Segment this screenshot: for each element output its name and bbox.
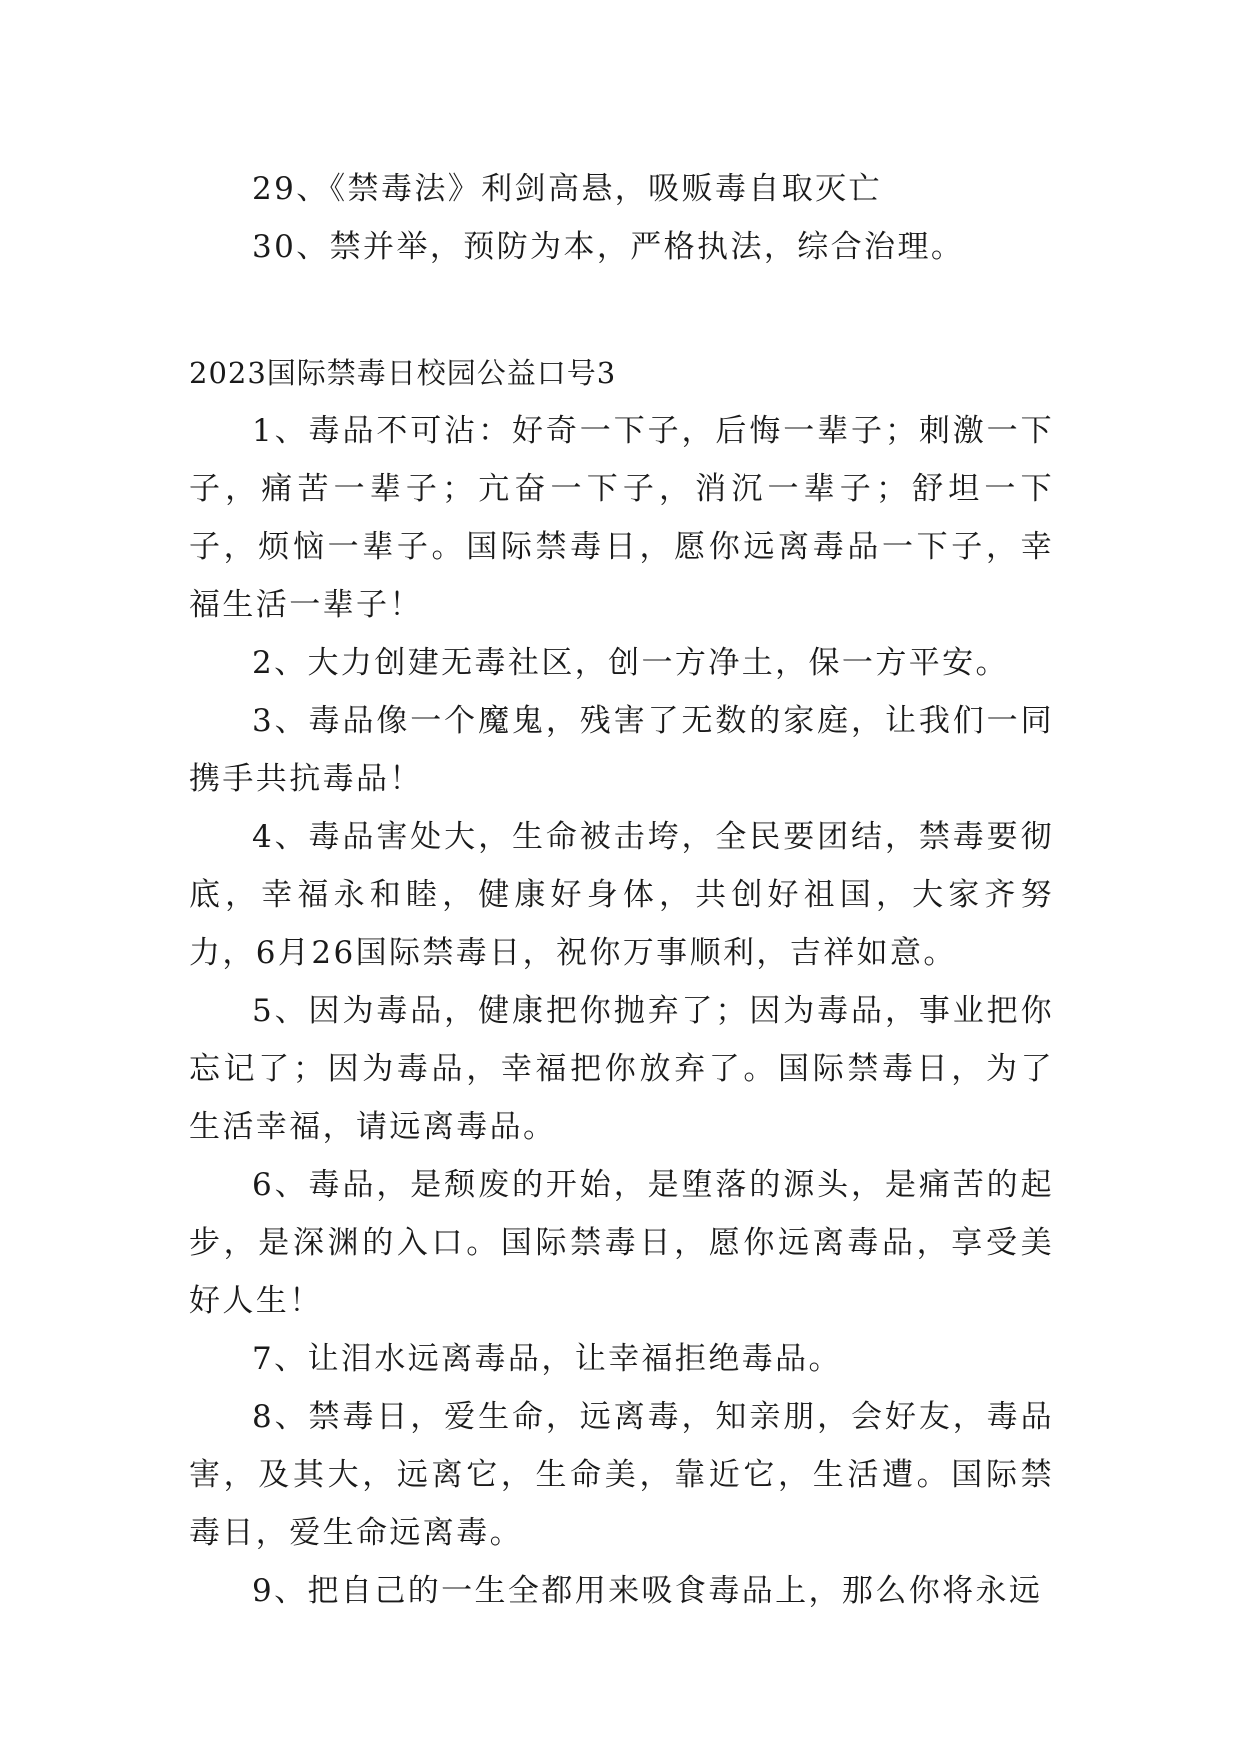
slogan-item-7: 7、让泪水远离毒品，让幸福拒绝毒品。 — [252, 1341, 842, 1377]
slogan-item-6: 6、毒品，是颓废的开始，是堕落的源头，是痛苦的起步，是深渊的入口。国际禁毒日，愿你远离毒品，享受美好人生！ — [189, 1167, 1054, 1319]
slogan-item-9: 9、把自己的一生全都用来吸食毒品上，那么你将永远 — [252, 1573, 1043, 1609]
section-title: 2023国际禁毒日校园公益口号3 — [189, 356, 617, 390]
slogan-item-3: 3、毒品像一个魔鬼，残害了无数的家庭，让我们一同携手共抗毒品！ — [189, 703, 1054, 797]
slogan-item-2: 2、大力创建无毒社区，创一方净土，保一方平安。 — [252, 645, 1009, 681]
document-body — [189, 160, 1054, 1620]
slogan-item-8: 8、禁毒日，爱生命，远离毒，知亲朋，会好友，毒品害，及其大，远离它，生命美，靠近它，生活遭。国际禁毒日，爱生命远离毒。 — [189, 1399, 1054, 1551]
slogan-line-30: 30、禁并举，预防为本，严格执法，综合治理。 — [252, 229, 965, 265]
slogan-item-1: 1、毒品不可沾：好奇一下子，后悔一辈子；刺激一下子，痛苦一辈子；亢奋一下子，消沉一辈子；舒坦一下子，烦恼一辈子。国际禁毒日，愿你远离毒品一下子，幸福生活一辈子！ — [189, 413, 1054, 623]
section-spacer — [189, 276, 1054, 344]
slogan-line-29: 29、《禁毒法》利剑高悬，吸贩毒自取灭亡 — [252, 171, 882, 207]
slogan-item-4: 4、毒品害处大，生命被击垮，全民要团结，禁毒要彻底，幸福永和睦，健康好身体，共创好祖国，大家齐努力，6月26国际禁毒日，祝你万事顺利，吉祥如意。 — [189, 819, 1054, 971]
slogan-item-5: 5、因为毒品，健康把你抛弃了；因为毒品，事业把你忘记了；因为毒品，幸福把你放弃了。国际禁毒日，为了生活幸福，请远离毒品。 — [189, 993, 1054, 1145]
